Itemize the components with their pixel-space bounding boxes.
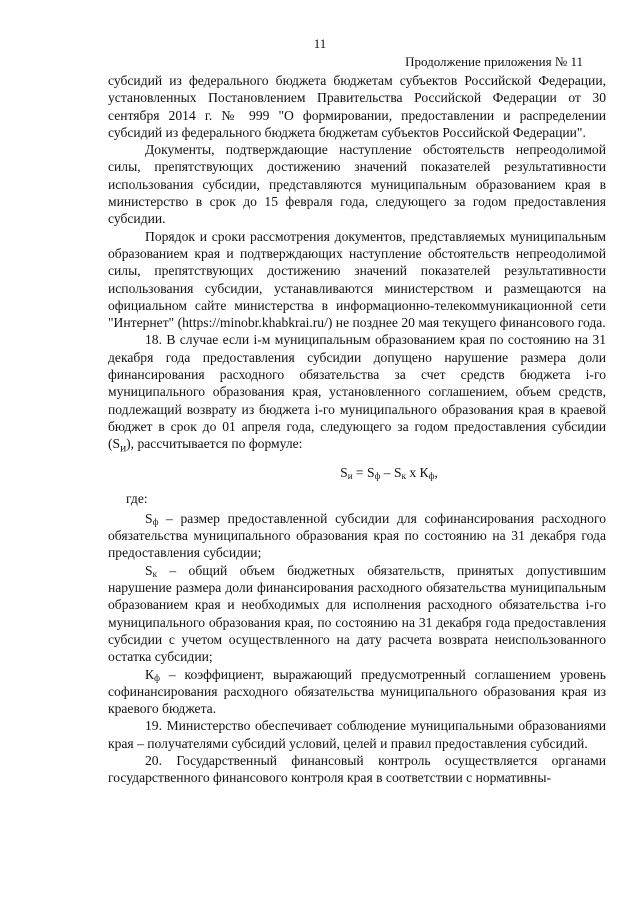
formula-sub-i: и bbox=[347, 471, 353, 482]
definition-sf-text: – размер предоставленной субсидии для софинансирования расходного обязательства муниципального образования края по состоянию на 31 декабря года предоставления субсидии; bbox=[108, 510, 606, 561]
formula-s-symbol: S bbox=[340, 465, 348, 481]
paragraph-18 bbox=[108, 331, 606, 458]
formula-sub-f: ф bbox=[374, 471, 381, 482]
formula-s-symbol-3: S bbox=[394, 465, 402, 481]
formula-sub-k: к bbox=[401, 471, 406, 482]
definition-kf-symbol: К bbox=[145, 666, 155, 682]
paragraph-18-text: 18. В случае если i-м муниципальным образованием края по состоянию на 31 декабря года предоставления субсидии допущено нарушение размера доли финансирования расходного обязательства за счет средств бюджета i-го муниципального образования края, установленного соглашением, объем средств, подлежащий возврату из бюджета i-го муниципального образования края в краевой бюджет в срок до 01 апреля года, следующего за годом предоставления субсидии (S bbox=[108, 332, 606, 452]
definition-sk bbox=[108, 562, 606, 666]
paragraph-force-majeure-documents: Документы, подтверждающие наступление обстоятельств непреодолимой силы, препятствующих достижению значений показателей результативности использования субсидии, представляются муниципальным образованием края в министерство в срок до 15 февраля года, следующего за годом предоставления субсидии. bbox=[108, 142, 606, 227]
running-header: Продолжение приложения № 11 bbox=[405, 54, 583, 69]
refund-formula: $S_и = S_ф - S_к$ х $К_ф$, bbox=[340, 465, 438, 482]
definition-sf bbox=[108, 510, 606, 562]
definition-kf-text: – коэффициент, выражающий предусмотренный соглашением уровень софинансирования расходного обязательства муниципального образования края из краевого бюджета. bbox=[108, 666, 606, 717]
formula-equals: = bbox=[352, 465, 367, 481]
formula-k-symbol: К bbox=[419, 465, 429, 481]
definition-sk-symbol: S bbox=[145, 562, 153, 578]
paragraph-review-procedure: Порядок и сроки рассмотрения документов, представляемых муниципальным образованием края и подтверждающих наступление обстоятельств непреодолимой силы, препятствующих достижению значений показателей результативности использования субсидии, устанавливаются министерством и размещаются на официальном сайте министерства в информационно-телекоммуникационной сети "Интернет" (https://minobr.khabkrai.ru/) не позднее 20 мая текущего финансового года. bbox=[108, 228, 606, 331]
definition-kf bbox=[108, 666, 606, 718]
paragraph-20: 20. Государственный финансовый контроль осуществляется органами государственного финансового контроля края в соответствии с нормативны- bbox=[108, 753, 606, 786]
formula-times: х bbox=[405, 465, 420, 481]
formula-minus: – bbox=[380, 465, 394, 481]
definition-sk-text: – общий объем бюджетных обязательств, принятых допустившим нарушение размера доли финансирования расходного обязательства муниципальным образованием края и необходимых для исполнения расходного обязательства i-го муниципального образования края, по состоянию на 31 декабря года предоставления субсидии с учетом осуществленного на дату расчета возврата неиспользованного остатка субсидии; bbox=[108, 562, 606, 665]
formula-sub-f-2: ф bbox=[428, 471, 435, 482]
formula-s-symbol-2: S bbox=[367, 465, 375, 481]
paragraph-18-tail: ), рассчитывается по формуле: bbox=[126, 436, 303, 452]
paragraph-continuation: субсидий из федерального бюджета бюджетам субъектов Российской Федерации, установленных Постановлением Правительства Российской Федерации от 30 сентября 2014 г. № 999 "О формировании, предоставлении и распределении субсидий из федерального бюджета бюджетам субъектов Российской Федерации". bbox=[108, 73, 606, 140]
page-number: 11 bbox=[313, 36, 327, 51]
paragraph-18-subscript: и bbox=[120, 442, 127, 455]
body-text bbox=[108, 72, 606, 787]
definition-sf-subscript: ф bbox=[152, 516, 159, 527]
paragraph-19: 19. Министерство обеспечивает соблюдение муниципальными образованиями края – получателями субсидий условий, целей и правил предоставления субсидий. bbox=[108, 718, 606, 751]
definition-kf-subscript: ф bbox=[154, 672, 160, 683]
definition-sf-symbol: S bbox=[145, 510, 153, 526]
where-label: где: bbox=[126, 490, 148, 506]
definition-sk-subscript: к bbox=[152, 568, 157, 579]
